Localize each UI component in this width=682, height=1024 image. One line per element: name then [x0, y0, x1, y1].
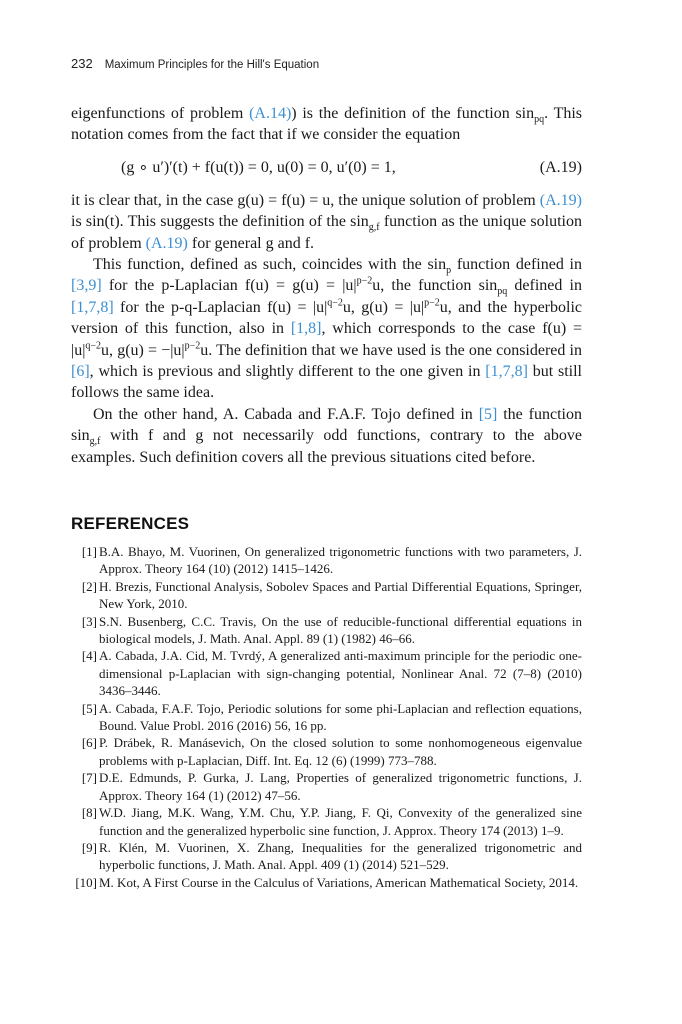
citation-link[interactable]: [1,7,8] — [71, 298, 114, 316]
body-text — [71, 103, 582, 468]
paragraph-3: This function, defined as such, coincides with the $\sin_p$ function defined in [3,9] for the p-Laplacian $f(u) = g(u) = |u|^{p-2}u$, the function $\sin_{pq}$ defined in [1,7,8] for the p-q-Laplacian $f(u) = |u|^{q-2}u$, $g(u) = |u|^{p-2}u$, and the hyperbolic version of this function, also in [1,8], which corresponds to the case $f(u) = |u|^{q-2}u$, $g(u) = -|u|^{p-2}u$. The definition that we have used is the one considered in [6], which is previous and slightly different to the one given in [1,7,8] but still follows the same idea. — [71, 256, 583, 402]
citation-link[interactable]: (A.19) — [539, 191, 582, 209]
citation-link[interactable]: [5] — [478, 405, 498, 423]
reference-item: [10] M. Kot, A First Course in the Calculus of Variations, American Mathematical Society, 2014. — [75, 874, 579, 890]
paragraph-1: eigenfunctions of problem (A.14)) is the definition of the function $\sin_{pq}$. This notation comes from the fact that if we consider the equation — [71, 105, 583, 144]
equation-expression: (g ∘ u′)′(t) + f(u(t)) = 0, u(0) = 0, u′(0) = 1, — [121, 158, 396, 176]
references-list — [71, 543, 582, 891]
reference-item: [1] B.A. Bhayo, M. Vuorinen, On generalized trigonometric functions with two parameters, J. Approx. Theory 164 (10) (2012) 1415–1426. — [81, 544, 582, 577]
citation-link[interactable]: [6] — [71, 363, 90, 381]
reference-item: [9] R. Klén, M. Vuorinen, X. Zhang, Inequalities for the generalized trigonometric and hyperbolic functions, J. Math. Anal. Appl. 409 (1) (2014) 521–529. — [81, 839, 582, 873]
reference-item: [3] S.N. Busenberg, C.C. Travis, On the use of reducible-functional differential equations in biological models, J. Math. Anal. Appl. 89 (1) (1982) 46–66. — [81, 613, 582, 647]
citation-link[interactable]: (A.14) — [249, 105, 292, 122]
citation-link[interactable]: (A.19) — [145, 234, 188, 252]
citation-link[interactable]: [1,7,8] — [485, 363, 528, 381]
paragraph-2: it is clear that, in the case g(u) = f(u) = u, the unique solution of problem (A.19) is sin(t). This suggests the definition of the $\sin_{g,f}$ function as the unique solution of problem (A.19) for general g and f. — [71, 191, 582, 252]
reference-item: [2] H. Brezis, Functional Analysis, Sobolev Spaces and Partial Differential Equations, Springer, New York, 2010. — [81, 578, 582, 612]
reference-item: [4] A. Cabada, J.A. Cid, M. Tvrdý, A generalized anti-maximum principle for the periodic one-dimensional p-Laplacian with sign-changing potential, Nonlinear Anal. 72 (7–8) (2010) 3436–3446. — [81, 648, 582, 699]
running-title: Maximum Principles for the Hill's Equation — [104, 59, 320, 71]
equation-a19 — [71, 146, 582, 190]
reference-item: [7] D.E. Edmunds, P. Gurka, J. Lang, Properties of generalized trigonometric functions, J. Approx. Theory 164 (1) (2012) 47–56. — [81, 770, 582, 803]
reference-item: [8] W.D. Jiang, M.K. Wang, Y.M. Chu, Y.P. Jiang, F. Qi, Convexity of the generalized sine function and the generalized hyperbolic sine function, J. Approx. Theory 174 (2013) 1–9. — [81, 805, 582, 838]
page-number: 232 — [71, 56, 93, 71]
equation-label: (A.19) — [539, 158, 582, 176]
running-header — [71, 56, 319, 71]
citation-link[interactable]: [3,9] — [71, 277, 102, 295]
reference-item: [5] A. Cabada, F.A.F. Tojo, Periodic solutions for some phi-Laplacian and reflection equations, Bound. Value Probl. 2016 (2016) 56, 16 pp. — [81, 700, 582, 734]
paragraph-4: On the other hand, A. Cabada and F.A.F. Tojo defined in [5] the function $\sin_{g,f}$ with f and g not necessarily odd functions, contrary to the above examples. Such definition covers all the previous situations cited before. — [71, 405, 582, 466]
references-heading: REFERENCES — [71, 514, 190, 533]
reference-item: [6] P. Drábek, R. Manásevich, On the closed solution to some nonhomogeneous eigenvalue problems with p-Laplacian, Diff. Int. Eq. 12 (6) (1999) 773–788. — [81, 735, 582, 768]
citation-link[interactable]: [1,8] — [290, 320, 322, 338]
